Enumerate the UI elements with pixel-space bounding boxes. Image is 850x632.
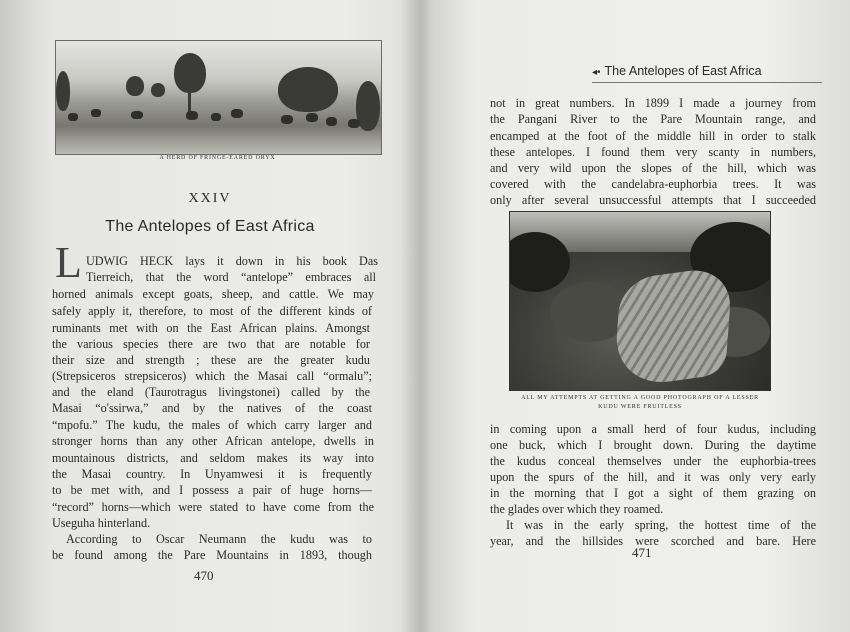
text-line: not in great numbers. In 1899 I made a journey from [490, 96, 816, 110]
text-line: upon the spurs of the hill, and it was only very early [490, 470, 816, 484]
text-line: mountainous districts, and seldom makes its way into [52, 451, 374, 465]
lesser-kudu-photo [509, 211, 771, 391]
text-line: Masai “o'ssirwa,” and by the natives of the coast [52, 401, 372, 415]
text-line: the various species there are two that are notable for [52, 337, 370, 351]
text-line: “record” horns—which were stated to have come from the [52, 500, 374, 514]
text-line: year, and the hillsides were scorched and bare. Here [490, 534, 816, 548]
text-line: “mpofu.” The kudu, the males of which carry larger and [52, 418, 372, 432]
text-line: stronger horns than any other African antelope, dwells in [52, 434, 374, 448]
text-line: the kudus conceal themselves under the euphorbia-trees [490, 454, 816, 468]
pointer-mark-icon: ◂• [592, 67, 601, 78]
text-line: be found among the Pare Mountains in 1893, though [52, 548, 372, 562]
text-line: Useguha hinterland. [52, 516, 151, 530]
text-line: horned animals except goats, sheep, and cattle. We may [52, 287, 374, 301]
right-page [430, 0, 850, 632]
oryx-photo-caption: A HERD OF FRINGE-EARED ORYX [159, 155, 276, 161]
text-line: encamped at the foot of the middle hill in order to stalk [490, 129, 816, 143]
oryx-herd-photo [55, 40, 382, 155]
running-head [592, 64, 822, 83]
text-line: the Pangani River to the Pare Mountain range, and [490, 112, 816, 126]
text-line: to be met with, and I possess a pair of huge horns— [52, 483, 372, 497]
text-line: the glades over which they roamed. [490, 502, 664, 516]
text-line: covered with the candelabra-euphorbia trees. It was [490, 177, 816, 191]
text-line: (Strepsiceros strepsiceros) which the Masai call “ormalu”; [52, 369, 372, 383]
text-line: these antelopes. I found them very scanty in numbers, [490, 145, 816, 159]
text-line: Tierreich, that the word “antelope” embraces all [86, 270, 376, 284]
text-line: and the eland (Taurotragus livingstonei) called by the [52, 385, 370, 399]
page-number-right: 471 [632, 545, 652, 560]
text-line: According to Oscar Neumann the kudu was to [66, 532, 372, 546]
text-line: ruminants met with on the East African plains. Amongst [52, 321, 370, 335]
text-line: It was in the early spring, the hottest time of the [506, 518, 816, 532]
kudu-photo-caption-line1: ALL MY ATTEMPTS AT GETTING A GOOD PHOTOGRAPH OF A LESSER [521, 395, 759, 401]
text-line: and very wild upon the slopes of the hill, which was [490, 161, 816, 175]
chapter-number: XXIV [188, 191, 232, 206]
running-head-title: The Antelopes of East Africa [604, 64, 762, 78]
page-number-left: 470 [194, 568, 214, 583]
text-line: one buck, which I brought down. During the daytime [490, 438, 816, 452]
text-line: their size and strength ; these are the greater kudu [52, 353, 370, 367]
text-line: the Masai country. In Unyamwesi it is frequently [52, 467, 372, 481]
text-line: in the morning that I got a sight of them grazing on [490, 486, 816, 500]
chapter-title: The Antelopes of East Africa [105, 218, 315, 235]
drop-cap: L [55, 238, 82, 287]
text-line: UDWIG HECK lays it down in his book Das [86, 254, 378, 268]
text-line: safely apply it, therefore, to most of the different kinds of [52, 304, 372, 318]
kudu-photo-caption-line2: KUDU WERE FRUITLESS [598, 404, 682, 410]
text-line: only after several unsuccessful attempts that I succeeded [490, 193, 816, 207]
left-page [0, 0, 420, 632]
text-line: in coming upon a small herd of four kudus, including [490, 422, 816, 436]
